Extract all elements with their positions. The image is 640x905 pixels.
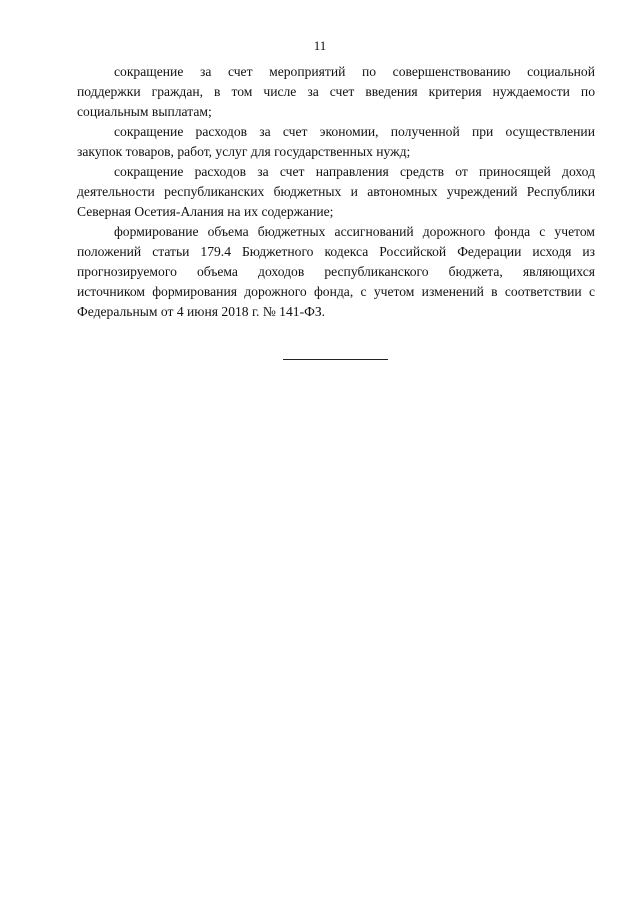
text-line: закупок товаров, работ, услуг для государственных нужд; [77,144,411,159]
text-line: Федеральным от 4 июня 2018 г. № 141-ФЗ. [77,304,326,319]
text-line: источником формирования дорожного фонда, с учетом изменений в соответствии с [77,284,595,299]
text-line: сокращение расходов за счет экономии, полученной при осуществлении [114,124,595,139]
paragraph-institution-income [77,162,595,222]
paragraph-road-fund [77,222,595,322]
text-line: сокращение расходов за счет направления средств от приносящей доход [114,164,595,179]
page-number: 11 [313,38,327,53]
text-line: социальным выплатам; [77,104,212,119]
end-of-document-rule [283,359,388,360]
text-line: формирование объема бюджетных ассигнований дорожного фонда с учетом [114,224,595,239]
document-body [77,62,595,322]
text-line: деятельности республиканских бюджетных и автономных учреждений Республики [77,184,595,199]
paragraph-procurement-savings [77,122,595,162]
text-line: поддержки граждан, в том числе за счет введения критерия нуждаемости по [77,84,595,99]
text-line: Северная Осетия-Алания на их содержание; [77,204,334,219]
text-line: положений статьи 179.4 Бюджетного кодекса Российской Федерации исходя из [77,244,595,259]
text-line: сокращение за счет мероприятий по совершенствованию социальной [114,64,595,79]
text-line: прогнозируемого объема доходов республиканского бюджета, являющихся [77,264,595,279]
paragraph-social-support [77,62,595,122]
